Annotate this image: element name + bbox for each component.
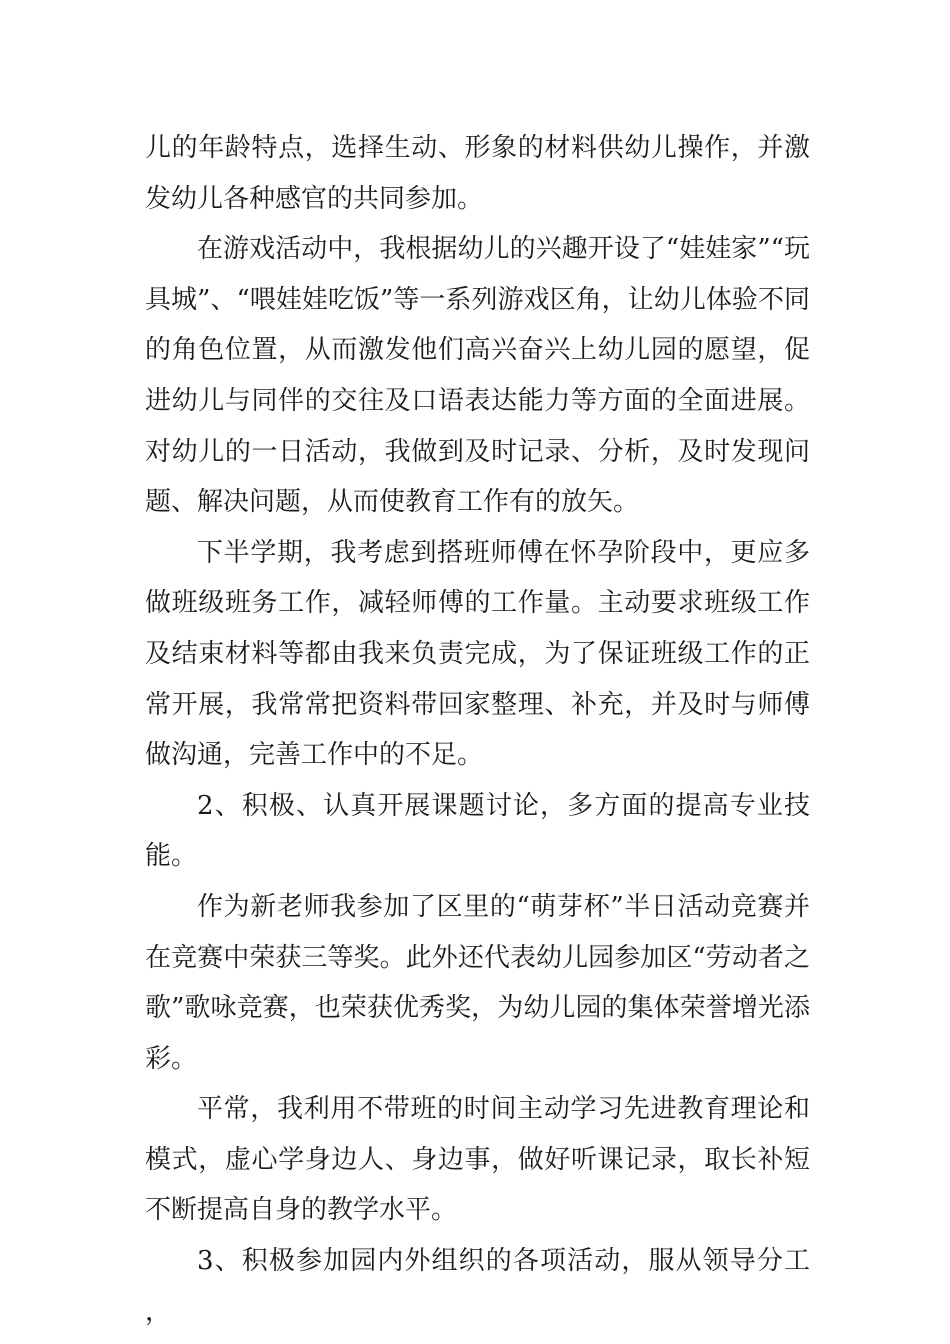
paragraph-self-study: 平常，我利用不带班的时间主动学习先进教育理论和模式，虚心学身边人、身边事，做好听课记录，取长补短不断提高自身的教学水平。 xyxy=(145,1094,810,1226)
document-body xyxy=(145,123,810,1337)
paragraph-game-activities: 在游戏活动中，我根据幼儿的兴趣开设了“娃娃家”“玩具城”、“喂娃娃吃饭”等一系列游戏区角，让幼儿体验不同的角色位置，从而激发他们高兴奋兴上幼儿园的愿望，促进幼儿与同伴的交往及口语表达能力等方面的全面进展。对幼儿的一日活动，我做到及时记录、分析，及时发现问题、解决问题，从而使教育工作有的放矢。 xyxy=(145,234,810,518)
paragraph-second-semester: 下半学期，我考虑到搭班师傅在怀孕阶段中，更应多做班级班务工作，减轻师傅的工作量。主动要求班级工作及结束材料等都由我来负责完成，为了保证班级工作的正常开展，我常常把资料带回家整理、补充，并及时与师傅做沟通，完善工作中的不足。 xyxy=(145,537,810,771)
paragraph-continuation: 儿的年龄特点，选择生动、形象的材料供幼儿操作，并激发幼儿各种感官的共同参加。 xyxy=(145,133,810,214)
paragraph-competition: 作为新老师我参加了区里的“萌芽杯”半日活动竞赛并在竞赛中荣获三等奖。此外还代表幼儿园参加区“劳动者之歌”歌咏竞赛，也荣获优秀奖，为幼儿园的集体荣誉增光添彩。 xyxy=(145,891,810,1074)
paragraph-heading-3: 3、积极参加园内外组织的各项活动，服从领导分工， xyxy=(145,1246,810,1327)
paragraph-heading-2: 2、积极、认真开展课题讨论，多方面的提高专业技能。 xyxy=(145,790,810,872)
